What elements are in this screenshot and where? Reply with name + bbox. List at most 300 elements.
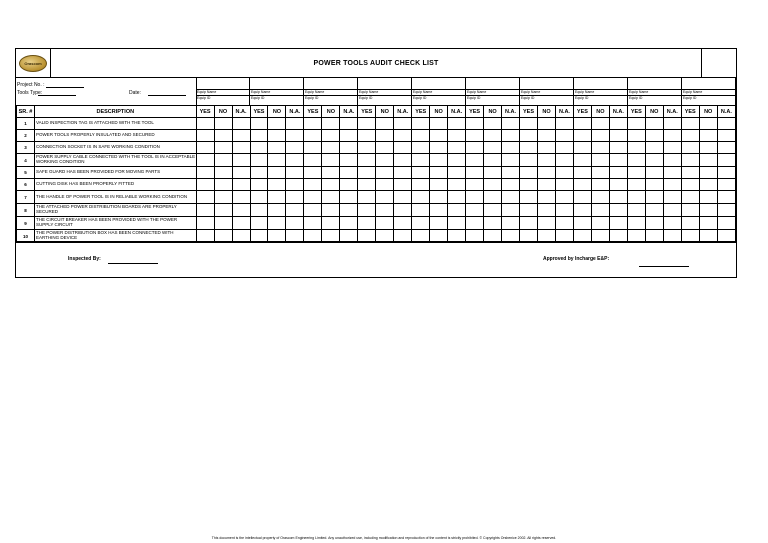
equip-name-field[interactable] <box>682 89 735 96</box>
no-checkbox-cell[interactable] <box>538 191 556 204</box>
na-checkbox-cell[interactable] <box>609 142 627 154</box>
na-checkbox-cell[interactable] <box>448 142 466 154</box>
yes-checkbox-cell[interactable] <box>466 130 484 142</box>
yes-checkbox-cell[interactable] <box>412 167 430 179</box>
yes-checkbox-cell[interactable] <box>466 191 484 204</box>
yes-checkbox-cell[interactable] <box>358 217 376 230</box>
na-checkbox-cell[interactable] <box>394 191 412 204</box>
na-checkbox-cell[interactable] <box>663 118 681 130</box>
no-checkbox-cell[interactable] <box>538 204 556 217</box>
na-checkbox-cell[interactable] <box>448 154 466 167</box>
equip-id-field[interactable] <box>682 96 736 105</box>
yes-checkbox-cell[interactable] <box>520 154 538 167</box>
yes-checkbox-cell[interactable] <box>573 154 591 167</box>
yes-checkbox-cell[interactable] <box>573 217 591 230</box>
no-checkbox-cell[interactable] <box>322 118 340 130</box>
na-checkbox-cell[interactable] <box>502 217 520 230</box>
yes-checkbox-cell[interactable] <box>196 118 214 130</box>
no-checkbox-cell[interactable] <box>484 191 502 204</box>
yes-checkbox-cell[interactable] <box>250 217 268 230</box>
na-checkbox-cell[interactable] <box>663 217 681 230</box>
yes-checkbox-cell[interactable] <box>520 142 538 154</box>
na-checkbox-cell[interactable] <box>448 130 466 142</box>
na-checkbox-cell[interactable] <box>340 191 358 204</box>
yes-checkbox-cell[interactable] <box>304 179 322 191</box>
no-checkbox-cell[interactable] <box>322 179 340 191</box>
no-checkbox-cell[interactable] <box>376 118 394 130</box>
no-checkbox-cell[interactable] <box>591 204 609 217</box>
yes-checkbox-cell[interactable] <box>250 179 268 191</box>
no-checkbox-cell[interactable] <box>322 130 340 142</box>
no-checkbox-cell[interactable] <box>214 167 232 179</box>
na-checkbox-cell[interactable] <box>394 118 412 130</box>
no-checkbox-cell[interactable] <box>214 179 232 191</box>
no-checkbox-cell[interactable] <box>591 179 609 191</box>
no-checkbox-cell[interactable] <box>538 118 556 130</box>
yes-checkbox-cell[interactable] <box>681 142 699 154</box>
na-checkbox-cell[interactable] <box>286 204 304 217</box>
no-checkbox-cell[interactable] <box>322 167 340 179</box>
yes-checkbox-cell[interactable] <box>573 191 591 204</box>
na-checkbox-cell[interactable] <box>717 204 735 217</box>
no-checkbox-cell[interactable] <box>214 191 232 204</box>
yes-checkbox-cell[interactable] <box>681 118 699 130</box>
equip-id-field[interactable] <box>250 96 304 105</box>
yes-checkbox-cell[interactable] <box>681 191 699 204</box>
no-checkbox-cell[interactable] <box>322 142 340 154</box>
no-checkbox-cell[interactable] <box>268 179 286 191</box>
na-header: N.A. <box>555 106 573 118</box>
date-field[interactable] <box>148 95 186 96</box>
na-checkbox-cell[interactable] <box>663 191 681 204</box>
yes-checkbox-cell[interactable] <box>681 130 699 142</box>
na-checkbox-cell[interactable] <box>340 179 358 191</box>
no-checkbox-cell[interactable] <box>645 204 663 217</box>
no-checkbox-cell[interactable] <box>645 154 663 167</box>
na-checkbox-cell[interactable] <box>502 142 520 154</box>
equip-id-field[interactable] <box>466 96 520 105</box>
na-checkbox-cell[interactable] <box>340 167 358 179</box>
yes-checkbox-cell[interactable] <box>627 142 645 154</box>
no-checkbox-cell[interactable] <box>376 154 394 167</box>
na-checkbox-cell[interactable] <box>609 179 627 191</box>
yes-checkbox-cell[interactable] <box>250 142 268 154</box>
na-checkbox-cell[interactable] <box>555 130 573 142</box>
na-checkbox-cell[interactable] <box>448 118 466 130</box>
equip-name-field[interactable] <box>196 89 249 96</box>
no-checkbox-cell[interactable] <box>484 142 502 154</box>
yes-checkbox-cell[interactable] <box>627 130 645 142</box>
no-checkbox-cell[interactable] <box>268 167 286 179</box>
na-checkbox-cell[interactable] <box>394 179 412 191</box>
no-checkbox-cell[interactable] <box>538 154 556 167</box>
no-checkbox-cell[interactable] <box>538 179 556 191</box>
na-checkbox-cell[interactable] <box>555 217 573 230</box>
no-checkbox-cell[interactable] <box>699 142 717 154</box>
no-checkbox-cell[interactable] <box>591 191 609 204</box>
yes-checkbox-cell[interactable] <box>196 217 214 230</box>
yes-checkbox-cell[interactable] <box>681 179 699 191</box>
yes-checkbox-cell[interactable] <box>681 154 699 167</box>
na-checkbox-cell[interactable] <box>232 179 250 191</box>
no-checkbox-cell[interactable] <box>645 217 663 230</box>
yes-checkbox-cell[interactable] <box>573 130 591 142</box>
na-checkbox-cell[interactable] <box>609 154 627 167</box>
yes-checkbox-cell[interactable] <box>412 179 430 191</box>
yes-checkbox-cell[interactable] <box>520 167 538 179</box>
no-checkbox-cell[interactable] <box>430 130 448 142</box>
na-checkbox-cell[interactable] <box>502 167 520 179</box>
equip-name-field[interactable] <box>574 89 627 96</box>
yes-checkbox-cell[interactable] <box>304 191 322 204</box>
equip-id-field[interactable] <box>574 96 628 105</box>
yes-checkbox-cell[interactable] <box>196 130 214 142</box>
no-checkbox-cell[interactable] <box>591 154 609 167</box>
na-checkbox-cell[interactable] <box>340 204 358 217</box>
yes-checkbox-cell[interactable] <box>573 204 591 217</box>
yes-checkbox-cell[interactable] <box>358 191 376 204</box>
no-checkbox-cell[interactable] <box>538 167 556 179</box>
inspected-by-field[interactable] <box>108 263 158 264</box>
na-checkbox-cell[interactable] <box>717 167 735 179</box>
na-checkbox-cell[interactable] <box>609 217 627 230</box>
na-checkbox-cell[interactable] <box>555 204 573 217</box>
equip-name-field[interactable] <box>466 89 519 96</box>
no-checkbox-cell[interactable] <box>214 118 232 130</box>
yes-checkbox-cell[interactable] <box>627 118 645 130</box>
no-checkbox-cell[interactable] <box>268 217 286 230</box>
na-checkbox-cell[interactable] <box>394 217 412 230</box>
yes-checkbox-cell[interactable] <box>304 130 322 142</box>
na-checkbox-cell[interactable] <box>394 154 412 167</box>
na-checkbox-cell[interactable] <box>286 179 304 191</box>
equip-name-field[interactable] <box>250 89 303 96</box>
no-checkbox-cell[interactable] <box>591 167 609 179</box>
no-checkbox-cell[interactable] <box>484 217 502 230</box>
na-checkbox-cell[interactable] <box>555 154 573 167</box>
na-checkbox-cell[interactable] <box>394 204 412 217</box>
na-checkbox-cell[interactable] <box>232 142 250 154</box>
na-checkbox-cell[interactable] <box>502 191 520 204</box>
na-checkbox-cell[interactable] <box>232 204 250 217</box>
yes-checkbox-cell[interactable] <box>196 191 214 204</box>
no-checkbox-cell[interactable] <box>430 154 448 167</box>
no-checkbox-cell[interactable] <box>591 130 609 142</box>
na-checkbox-cell[interactable] <box>609 130 627 142</box>
no-checkbox-cell[interactable] <box>268 154 286 167</box>
na-checkbox-cell[interactable] <box>286 154 304 167</box>
yes-checkbox-cell[interactable] <box>358 118 376 130</box>
yes-checkbox-cell[interactable] <box>196 167 214 179</box>
approved-by-field[interactable] <box>639 266 689 267</box>
na-checkbox-cell[interactable] <box>448 204 466 217</box>
yes-checkbox-cell[interactable] <box>412 130 430 142</box>
equip-name-field[interactable] <box>412 89 465 96</box>
yes-checkbox-cell[interactable] <box>573 179 591 191</box>
no-checkbox-cell[interactable] <box>645 118 663 130</box>
na-checkbox-cell[interactable] <box>340 142 358 154</box>
yes-checkbox-cell[interactable] <box>250 154 268 167</box>
equip-id-field[interactable] <box>196 96 250 105</box>
no-checkbox-cell[interactable] <box>322 217 340 230</box>
no-checkbox-cell[interactable] <box>591 118 609 130</box>
yes-checkbox-cell[interactable] <box>304 154 322 167</box>
yes-checkbox-cell[interactable] <box>196 154 214 167</box>
no-checkbox-cell[interactable] <box>699 179 717 191</box>
no-checkbox-cell[interactable] <box>430 118 448 130</box>
na-checkbox-cell[interactable] <box>609 191 627 204</box>
equip-id-field[interactable] <box>358 96 412 105</box>
equip-name-field[interactable] <box>628 89 681 96</box>
yes-checkbox-cell[interactable] <box>196 142 214 154</box>
na-checkbox-cell[interactable] <box>717 142 735 154</box>
yes-checkbox-cell[interactable] <box>466 118 484 130</box>
yes-checkbox-cell[interactable] <box>304 142 322 154</box>
na-checkbox-cell[interactable] <box>502 130 520 142</box>
yes-checkbox-cell[interactable] <box>412 118 430 130</box>
yes-checkbox-cell[interactable] <box>466 167 484 179</box>
yes-checkbox-cell[interactable] <box>520 204 538 217</box>
yes-checkbox-cell[interactable] <box>304 118 322 130</box>
no-checkbox-cell[interactable] <box>538 217 556 230</box>
no-checkbox-cell[interactable] <box>268 191 286 204</box>
yes-checkbox-cell[interactable] <box>466 142 484 154</box>
no-checkbox-cell[interactable] <box>430 204 448 217</box>
no-checkbox-cell[interactable] <box>376 179 394 191</box>
no-checkbox-cell[interactable] <box>699 204 717 217</box>
na-checkbox-cell[interactable] <box>286 191 304 204</box>
yes-checkbox-cell[interactable] <box>627 204 645 217</box>
na-checkbox-cell[interactable] <box>286 142 304 154</box>
no-checkbox-cell[interactable] <box>484 130 502 142</box>
item-description: SAFE GUARD HAS BEEN PROVIDED FOR MOVING PARTS <box>34 167 196 179</box>
no-checkbox-cell[interactable] <box>430 142 448 154</box>
no-checkbox-cell[interactable] <box>645 191 663 204</box>
no-checkbox-cell[interactable] <box>645 130 663 142</box>
na-checkbox-cell[interactable] <box>340 118 358 130</box>
na-checkbox-cell[interactable] <box>286 118 304 130</box>
no-checkbox-cell[interactable] <box>268 118 286 130</box>
no-checkbox-cell[interactable] <box>430 167 448 179</box>
na-checkbox-cell[interactable] <box>394 130 412 142</box>
yes-checkbox-cell[interactable] <box>250 204 268 217</box>
no-checkbox-cell[interactable] <box>214 130 232 142</box>
na-checkbox-cell[interactable] <box>340 217 358 230</box>
yes-checkbox-cell[interactable] <box>412 217 430 230</box>
na-checkbox-cell[interactable] <box>663 179 681 191</box>
no-checkbox-cell[interactable] <box>538 142 556 154</box>
no-checkbox-cell[interactable] <box>484 179 502 191</box>
no-checkbox-cell[interactable] <box>268 204 286 217</box>
yes-checkbox-cell[interactable] <box>412 191 430 204</box>
yes-checkbox-cell[interactable] <box>520 191 538 204</box>
yes-checkbox-cell[interactable] <box>627 217 645 230</box>
yes-checkbox-cell[interactable] <box>627 179 645 191</box>
no-checkbox-cell[interactable] <box>645 167 663 179</box>
na-checkbox-cell[interactable] <box>717 118 735 130</box>
yes-checkbox-cell[interactable] <box>250 130 268 142</box>
na-checkbox-cell[interactable] <box>609 167 627 179</box>
na-checkbox-cell[interactable] <box>555 118 573 130</box>
no-checkbox-cell[interactable] <box>214 142 232 154</box>
no-checkbox-cell[interactable] <box>484 154 502 167</box>
no-checkbox-cell[interactable] <box>484 204 502 217</box>
no-checkbox-cell[interactable] <box>268 142 286 154</box>
na-checkbox-cell[interactable] <box>232 217 250 230</box>
na-checkbox-cell[interactable] <box>717 130 735 142</box>
no-checkbox-cell[interactable] <box>376 142 394 154</box>
equip-id-field[interactable] <box>412 96 466 105</box>
no-checkbox-cell[interactable] <box>699 217 717 230</box>
yes-checkbox-cell[interactable] <box>681 167 699 179</box>
equip-name-field[interactable] <box>520 89 573 96</box>
na-checkbox-cell[interactable] <box>394 167 412 179</box>
no-checkbox-cell[interactable] <box>214 154 232 167</box>
na-checkbox-cell[interactable] <box>448 191 466 204</box>
no-checkbox-cell[interactable] <box>322 191 340 204</box>
yes-checkbox-cell[interactable] <box>520 130 538 142</box>
yes-checkbox-cell[interactable] <box>304 217 322 230</box>
no-checkbox-cell[interactable] <box>376 167 394 179</box>
na-checkbox-cell[interactable] <box>717 179 735 191</box>
no-checkbox-cell[interactable] <box>591 142 609 154</box>
na-checkbox-cell[interactable] <box>717 217 735 230</box>
yes-header: YES <box>520 106 538 118</box>
yes-checkbox-cell[interactable] <box>573 142 591 154</box>
yes-checkbox-cell[interactable] <box>627 154 645 167</box>
yes-checkbox-cell[interactable] <box>573 167 591 179</box>
yes-checkbox-cell[interactable] <box>466 179 484 191</box>
no-checkbox-cell[interactable] <box>376 191 394 204</box>
no-checkbox-cell[interactable] <box>268 130 286 142</box>
yes-checkbox-cell[interactable] <box>250 167 268 179</box>
no-checkbox-cell[interactable] <box>430 179 448 191</box>
na-checkbox-cell[interactable] <box>232 191 250 204</box>
na-checkbox-cell[interactable] <box>663 154 681 167</box>
na-checkbox-cell[interactable] <box>609 204 627 217</box>
no-checkbox-cell[interactable] <box>484 118 502 130</box>
no-checkbox-cell[interactable] <box>376 130 394 142</box>
no-checkbox-cell[interactable] <box>699 130 717 142</box>
yes-checkbox-cell[interactable] <box>358 154 376 167</box>
no-checkbox-cell[interactable] <box>699 191 717 204</box>
yes-checkbox-cell[interactable] <box>196 204 214 217</box>
yes-checkbox-cell[interactable] <box>250 191 268 204</box>
yes-checkbox-cell[interactable] <box>466 204 484 217</box>
yes-checkbox-cell[interactable] <box>520 179 538 191</box>
na-checkbox-cell[interactable] <box>555 191 573 204</box>
na-checkbox-cell[interactable] <box>502 154 520 167</box>
no-checkbox-cell[interactable] <box>430 191 448 204</box>
equip-id-field[interactable] <box>628 96 682 105</box>
no-checkbox-cell[interactable] <box>538 130 556 142</box>
yes-checkbox-cell[interactable] <box>681 217 699 230</box>
yes-checkbox-cell[interactable] <box>520 217 538 230</box>
yes-checkbox-cell[interactable] <box>358 179 376 191</box>
na-checkbox-cell[interactable] <box>663 204 681 217</box>
yes-checkbox-cell[interactable] <box>358 142 376 154</box>
equip-name-field[interactable] <box>358 89 411 96</box>
equip-id-field[interactable] <box>304 96 358 105</box>
yes-checkbox-cell[interactable] <box>358 204 376 217</box>
yes-checkbox-cell[interactable] <box>304 167 322 179</box>
na-checkbox-cell[interactable] <box>448 217 466 230</box>
yes-checkbox-cell[interactable] <box>358 167 376 179</box>
na-checkbox-cell[interactable] <box>286 217 304 230</box>
no-checkbox-cell[interactable] <box>699 118 717 130</box>
yes-checkbox-cell[interactable] <box>627 167 645 179</box>
na-checkbox-cell[interactable] <box>663 130 681 142</box>
na-checkbox-cell[interactable] <box>502 179 520 191</box>
yes-checkbox-cell[interactable] <box>412 204 430 217</box>
na-checkbox-cell[interactable] <box>232 130 250 142</box>
yes-checkbox-cell[interactable] <box>412 154 430 167</box>
na-checkbox-cell[interactable] <box>394 142 412 154</box>
na-checkbox-cell[interactable] <box>609 118 627 130</box>
na-checkbox-cell[interactable] <box>232 154 250 167</box>
no-checkbox-cell[interactable] <box>699 154 717 167</box>
na-checkbox-cell[interactable] <box>663 142 681 154</box>
yes-checkbox-cell[interactable] <box>466 217 484 230</box>
yes-checkbox-cell[interactable] <box>196 179 214 191</box>
na-checkbox-cell[interactable] <box>448 167 466 179</box>
no-checkbox-cell[interactable] <box>645 142 663 154</box>
no-checkbox-cell[interactable] <box>376 217 394 230</box>
no-checkbox-cell[interactable] <box>591 217 609 230</box>
yes-checkbox-cell[interactable] <box>681 204 699 217</box>
equip-name-field[interactable] <box>304 89 357 96</box>
no-checkbox-cell[interactable] <box>322 154 340 167</box>
na-checkbox-cell[interactable] <box>232 167 250 179</box>
na-checkbox-cell[interactable] <box>286 167 304 179</box>
na-checkbox-cell[interactable] <box>555 142 573 154</box>
no-checkbox-cell[interactable] <box>484 167 502 179</box>
na-checkbox-cell[interactable] <box>663 167 681 179</box>
yes-checkbox-cell[interactable] <box>573 118 591 130</box>
na-checkbox-cell[interactable] <box>502 118 520 130</box>
table-row <box>17 118 736 130</box>
yes-checkbox-cell[interactable] <box>627 191 645 204</box>
yes-checkbox-cell[interactable] <box>304 204 322 217</box>
na-checkbox-cell[interactable] <box>502 204 520 217</box>
no-checkbox-cell[interactable] <box>322 204 340 217</box>
no-checkbox-cell[interactable] <box>214 217 232 230</box>
no-checkbox-cell[interactable] <box>430 217 448 230</box>
yes-checkbox-cell[interactable] <box>520 118 538 130</box>
no-checkbox-cell[interactable] <box>214 204 232 217</box>
yes-checkbox-cell[interactable] <box>412 142 430 154</box>
yes-checkbox-cell[interactable] <box>358 130 376 142</box>
yes-checkbox-cell[interactable] <box>250 118 268 130</box>
na-checkbox-cell[interactable] <box>286 130 304 142</box>
na-checkbox-cell[interactable] <box>340 154 358 167</box>
equip-id-label: Equip ID <box>575 96 589 100</box>
project-no-field[interactable] <box>46 87 84 88</box>
na-checkbox-cell[interactable] <box>555 179 573 191</box>
tools-type-field[interactable] <box>38 95 76 96</box>
na-checkbox-cell[interactable] <box>340 130 358 142</box>
na-checkbox-cell[interactable] <box>717 154 735 167</box>
equip-id-field[interactable] <box>520 96 574 105</box>
yes-checkbox-cell[interactable] <box>466 154 484 167</box>
no-checkbox-cell[interactable] <box>699 167 717 179</box>
no-checkbox-cell[interactable] <box>376 204 394 217</box>
na-checkbox-cell[interactable] <box>448 179 466 191</box>
na-checkbox-cell[interactable] <box>232 118 250 130</box>
no-checkbox-cell[interactable] <box>645 179 663 191</box>
na-checkbox-cell[interactable] <box>555 167 573 179</box>
na-checkbox-cell[interactable] <box>717 191 735 204</box>
